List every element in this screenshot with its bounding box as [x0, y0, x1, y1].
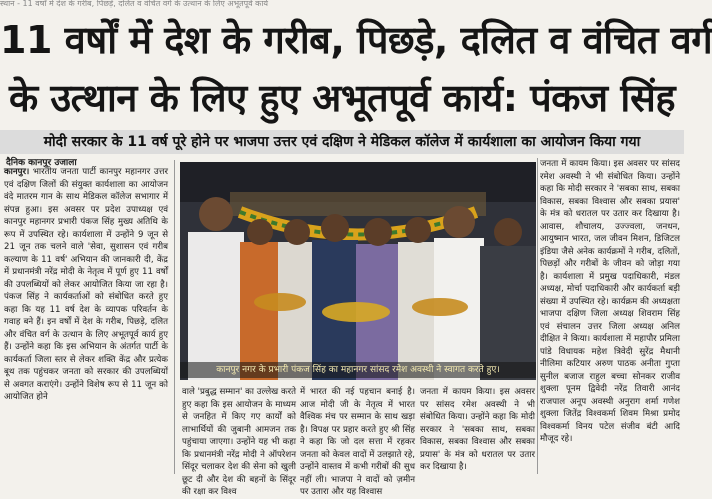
article-column-2a	[182, 386, 296, 497]
event-photo-illustration	[180, 162, 536, 380]
column-divider	[537, 158, 538, 474]
event-photo	[180, 162, 536, 380]
article-column-2b	[300, 386, 415, 497]
headline-line-1: 11 वर्षों में देश के गरीब, पिछड़े, दलित व वंचित वर्ग	[0, 18, 712, 62]
column-2a-text: वाले 'प्रबुद्ध सम्मान' का उल्लेख करते हुए कहा कि इस आयोजन के माध्यम से जनहित में किए गए कार्यों को लाभार्थियों की जुबानी आमजन तक पहुंचाया जाएगा। उन्होंने यह भी कहा कि प्रधानमंत्री नरेंद्र मोदी ने ऑपरेशन सिंदूर चलाकर देश की सेना को खुली छूट दी और देश की बहनों के सिंदूर की रक्षा कर विश्व	[182, 387, 296, 497]
column-1-text: भारतीय जनता पार्टी कानपुर महानगर उत्तर एवं दक्षिण जिलों की संयुक्त कार्यशाला का आयोजन वंदे मातरम गान के साथ मेडिकल कॉलेज सभागार में संपन्न हुआ। इस अवसर पर प्रदेश उपाध्यक्ष एवं कानपुर महानगर प्रभारी पंकज सिंह मुख्य अतिथि के रूप में उपस्थित रहे। कार्यशाला में उन्होंने 9 जून से 21 जून तक चलने वाले 'सेवा, सुशासन एवं गरीब कल्याण के 11 वर्ष' अभियान की जानकारी दी, केंद्र में प्रधानमंत्री नरेंद्र मोदी के नेतृत्व में पूर्ण हुए 11 वर्षों की उपलब्धियों को लेकर आयोजित किया जा रहा है। पंकज सिंह ने कार्यकर्ताओं को संबोधित करते हुए कहा कि यह 11 वर्ष देश के व्यापक परिवर्तन के गवाह बने हैं। इन वर्षों में देश के गरीब, पिछड़े, दलित और वंचित वर्ग के उत्थान के लिए अभूतपूर्व कार्य हुए हैं। उन्होंने कहा कि इस अभियान के अंतर्गत पार्टी के कार्यकर्ता जिला स्तर से लेकर शक्ति केंद्र और प्रत्येक बूथ तक पहुंचकर जनता को सरकार की उपलब्धियों से अवगत कराएंगे। उन्होंने विशेष रूप से 11 जून को आयोजित होने	[4, 167, 168, 402]
subheadline: मोदी सरकार के 11 वर्ष पूरे होने पर भाजपा उत्तर एवं दक्षिण ने मेडिकल कॉलेज में कार्यशाला का आयोजन किया गया	[0, 130, 684, 154]
article-column-1	[4, 166, 168, 472]
article-column-2c	[420, 386, 535, 474]
headline-line-2: के उत्थान के लिए हुए अभूतपूर्व कार्य: पंकज सिंह	[8, 76, 676, 120]
column-4-text: जनता में कायम किया। इस अवसर पर सांसद रमेश अवस्थी ने भी संबोधित किया। उन्होंने कहा कि मोदी सरकार ने 'सबका साथ, सबका विकास, सबका विश्वास और सबका प्रयास' के मंत्र को धरातल पर उतार कर दिखाया है। आवास, शौचालय, उज्ज्वला, जनधन, आयुष्मान भारत, जल जीवन मिशन, डिजिटल इंडिया जैसे अनेक कार्यक्रमों ने गरीब, दलितों, पिछड़ों और गरीबों के जीवन को जोड़ा गया है। कार्यशाला में प्रमुख पदाधिकारी, मंडल अध्यक्ष, मोर्चा पदाधिकारी और कार्यकर्ता बड़ी संख्या में उपस्थित रहे। कार्यक्रम की अध्यक्षता भाजपा दक्षिण जिला अध्यक्ष शिवराम सिंह एवं संचालन उत्तर जिला अध्यक्ष अनिल दीक्षित ने किया। कार्यशाला में महापौर प्रमिला पांडे विधायक महेश त्रिवेदी सुरेंद्र मैथानी नीलिमा कटियार अरुण पाठक अनीता गुप्ता सुनील बजाज राहुल बच्चा सोनकर राजीव शुक्ला पूनम द्विवेदी नरेंद्र तिवारी आनंद राजपाल अनूप अवस्थी अनुराग शर्मा गणेश शुक्ला जितेंद्र विश्वकर्मा शिवम मिश्रा प्रमोद विश्वकर्मा विनय पटेल संजीव बंटी आदि मौजूद रहे।	[540, 159, 680, 444]
article-column-4	[540, 158, 680, 476]
byline: दैनिक कानपुर उजाला	[6, 158, 77, 168]
column-2c-text: जनता में कायम किया। इस अवसर पर सांसद रमेश अवस्थी ने भी संबोधित किया। उन्होंने कहा कि मोदी सरकार ने 'सबका साथ, सबका विकास, सबका विश्वास और सबका प्रयास' के मंत्र को धरातल पर उतार कर दिखाया है।	[420, 387, 535, 472]
dateline: कानपुर।	[4, 167, 30, 177]
column-divider	[174, 160, 175, 474]
column-2b-text: में भारत की नई पहचान बनाई है। आज मोदी जी के नेतृत्व में भारत वैश्विक मंच पर सम्मान के साथ खड़ा है। विपक्ष पर प्रहार करते हुए श्री सिंह ने कहा कि जो दल सत्ता में रहकर जनता को केवल वादों में उलझाते रहे, उन्होंने वास्तव में कभी गरीबों की सुध नहीं ली। भाजपा ने वादों को ज़मीन पर उतारा और यह विश्वास	[300, 387, 415, 497]
photo-caption: कानपुर नगर के प्रभारी पंकज सिंह का महानगर सांसद रमेश अवस्थी ने स्वागत करते हुए।	[180, 362, 536, 378]
top-strip: स्थान - 11 वर्षों में देश के गरीब, पिछड़े, दलित व वंचित वर्ग के उत्थान के लिए अभूतपूर्व कार्य	[0, 0, 269, 8]
